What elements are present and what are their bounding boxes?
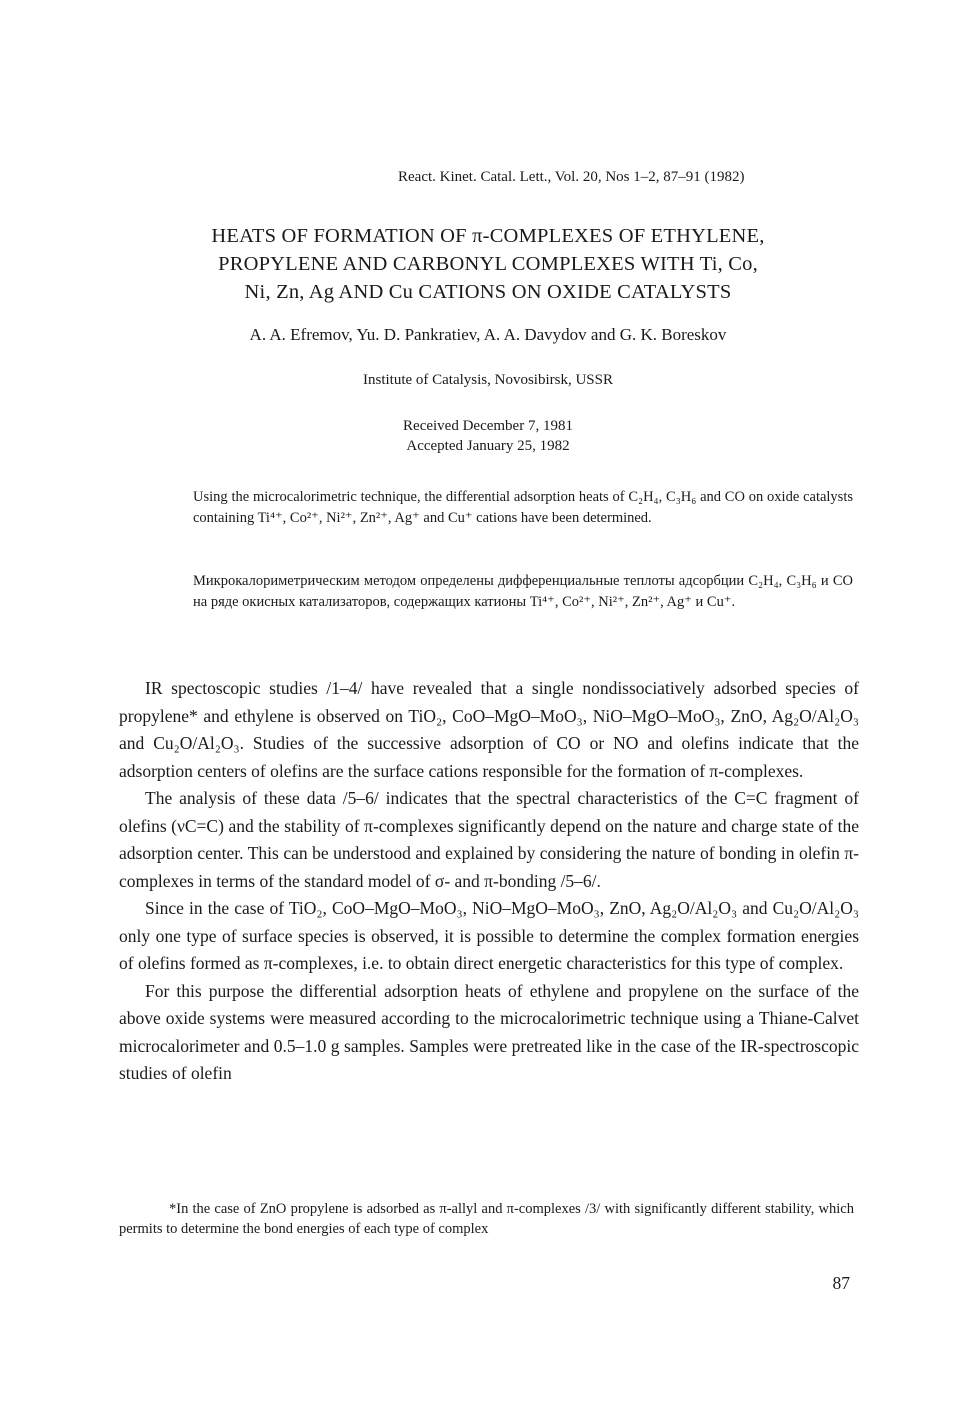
body-paragraph: Since in the case of TiO₂, CoO–MgO–MoO₃, NiO–MgO–MoO₃, ZnO, Ag₂O/Al₂O₃ and Cu₂O/Al₂O₃ only one type of surface species is observed, it is possible to determine the complex formation energies of olefins formed as π-complexes, i.e. to obtain direct energetic characteristics for this type of complex. [119, 898, 859, 973]
accepted-date: Accepted January 25, 1982 [406, 438, 570, 454]
journal-citation: React. Kinet. Catal. Lett., Vol. 20, Nos 1–2, 87–91 (1982) [398, 169, 745, 185]
submission-dates [110, 416, 866, 456]
body-paragraph: The analysis of these data /5–6/ indicates that the spectral characteristics of the C=C fragment of olefins (νC=C) and the stability of π-complexes significantly depend on the nature and charge state of the adsorption center. This can be understood and explained by considering the nature of bonding in olefin π-complexes in terms of the standard model of σ- and π-bonding /5–6/. [119, 788, 859, 891]
footnote: *In the case of ZnO propylene is adsorbed as π-allyl and π-complexes /3/ with significantly different stability, which permits to determine the bond energies of each type of complex [119, 1201, 854, 1237]
title-line: PROPYLENE AND CARBONYL COMPLEXES WITH Ti, Co, [218, 253, 758, 275]
title-line: Ni, Zn, Ag AND Cu CATIONS ON OXIDE CATALYSTS [244, 281, 732, 303]
page-number: 87 [832, 1273, 850, 1293]
abstract-russian: Микрокалориметрическим методом определены дифференциальные теплоты адсорбции C₂H₄, C₃H₆ и CO на ряде окисных катализаторов, содержащих катионы Ti⁴⁺, Co²⁺, Ni²⁺, Zn²⁺, Ag⁺ и Cu⁺. [193, 573, 853, 610]
title-line: HEATS OF FORMATION OF π-COMPLEXES OF ETHYLENE, [211, 225, 765, 247]
abstract-english: Using the microcalorimetric technique, the differential adsorption heats of C₂H₄, C₃H₆ and CO on oxide catalysts containing Ti⁴⁺, Co²⁺, Ni²⁺, Zn²⁺, Ag⁺ and Cu⁺ cations have been determined. [193, 489, 853, 526]
body-paragraph: IR spectoscopic studies /1–4/ have revealed that a single nondissociatively adsorbed species of propylene* and ethylene is observed on TiO₂, CoO–MgO–MoO₃, NiO–MgO–MoO₃, ZnO, Ag₂O/Al₂O₃ and Cu₂O/Al₂O₃. Studies of the successive adsorption of CO or NO and olefins indicate that the adsorption centers of olefins are the surface cations responsible for the formation of π-complexes. [119, 678, 859, 781]
author-list: A. A. Efremov, Yu. D. Pankratiev, A. A. Davydov and G. K. Boreskov [249, 325, 727, 344]
affiliation: Institute of Catalysis, Novosibirsk, USSR [362, 372, 613, 388]
main-body [119, 675, 859, 1088]
body-paragraph: For this purpose the differential adsorption heats of ethylene and propylene on the surface of the above oxide systems were measured according to the microcalorimetric technique using a Thiane-Calvet microcalorimeter and 0.5–1.0 g samples. Samples were pretreated like in the case of the IR-spectroscopic studies of olefin [119, 980, 859, 1083]
received-date: Received December 7, 1981 [403, 418, 573, 434]
article-title [110, 222, 866, 306]
